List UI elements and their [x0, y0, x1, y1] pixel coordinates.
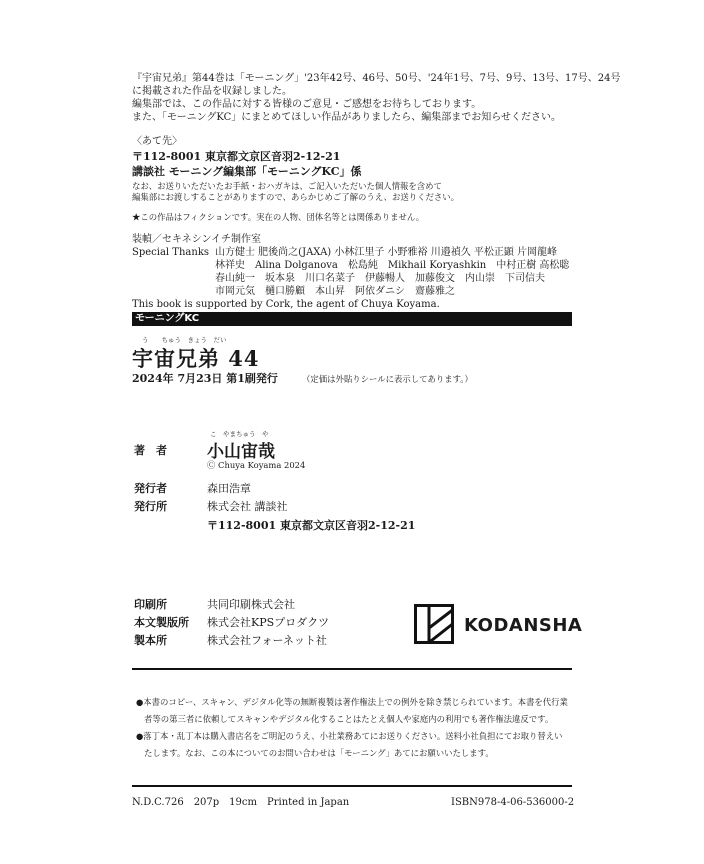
binder-label: 製本所	[134, 634, 167, 647]
title-ruby: う ちゅう きょう だい	[142, 336, 227, 344]
privacy-note-1: なお、お送りいただいたお手紙・おハガキは、ご記入いただいた個人情報を含めて	[132, 181, 442, 191]
publication-date: 2024年 7月23日 第1刷発行	[132, 372, 278, 385]
publishing-house-address: 〒112-8001 東京都文京区音羽2-12-21	[207, 519, 416, 532]
publisher-name: 森田浩章	[207, 482, 251, 495]
copy-notice-2: 者等の第三者に依頼してスキャンやデジタル化することはたとえ個人や家庭内の利用でも著作権法違反です。	[144, 714, 554, 724]
defect-notice-2: たします。なお、この本についてのお問い合わせは「モーニング」あてにお願いいたします。	[144, 748, 494, 758]
author-ruby: こ やまちゅう や	[210, 430, 269, 438]
thanks-row-2: 林祥史 Alina Dolganova 松島純 Mikhail Koryashkin 中村正樹 高松聡	[215, 260, 570, 271]
header-note-3: 編集部では、この作品に対する皆様のご意見・ご感想をお待ちしております。	[132, 99, 482, 110]
privacy-note-2: 編集部にお渡しすることがありますので、あらかじめご了解のうえ、お送りください。	[132, 192, 459, 202]
kodansha-mark-icon	[414, 604, 454, 644]
footer-top-rule	[132, 785, 572, 787]
text-plate-label: 本文製版所	[134, 616, 189, 629]
publishing-house-label: 発行所	[134, 500, 167, 513]
header-note-2: に掲載された作品を収録しました。	[132, 86, 292, 97]
address-dept: 講談社 モーニング編集部「モーニングKC」係	[132, 165, 362, 178]
binder-value: 株式会社フォーネット社	[207, 634, 327, 647]
header-note-1: 『宇宙兄弟』第44巻は「モーニング」'23年42号、46号、50号、'24年1号、7号、9号、13号、17号、24号	[132, 73, 621, 84]
fiction-note: ★この作品はフィクションです。実在の人物、団体名等とは関係ありません。	[132, 212, 425, 222]
thanks-row-4: 市岡元気 樋口勝顧 本山昇 阿依ダニシ 齋藤雅之	[215, 286, 455, 297]
ndc-info: N.D.C.726 207p 19cm Printed in Japan	[132, 797, 350, 808]
author-label: 著 者	[134, 444, 167, 457]
thanks-row-1: 山方健士 肥後尚之(JAXA) 小林江里子 小野雅裕 川邉禎久 平松正顕 片岡龍峰	[215, 247, 558, 258]
thanks-row-3: 春山純一 坂本泉 川口名菜子 伊藤暢人 加藤俊文 内山崇 下司信夫	[215, 273, 545, 284]
series-bar: モーニングKC	[132, 312, 572, 326]
address-postal: 〒112-8001 東京都文京区音羽2-12-21	[132, 150, 341, 163]
copy-notice-1: ●本書のコピー、スキャン、デジタル化等の無断複製は著作権法上での例外を除き禁じられています。本書を代行業	[136, 697, 568, 707]
design-credit: 装幀／セキネシンイチ制作室	[132, 234, 262, 245]
publishing-house-name: 株式会社 講談社	[207, 500, 288, 513]
author-name: 小山宙哉	[207, 442, 275, 462]
kodansha-logo	[414, 604, 454, 648]
price-note: （定価は外貼りシールに表示してあります。）	[302, 374, 473, 384]
publisher-label: 発行者	[134, 482, 167, 495]
text-plate-value: 株式会社KPSプロダクツ	[207, 616, 330, 629]
cork-credit: This book is supported by Cork, the agent of Chuya Koyama.	[132, 299, 440, 310]
printer-label: 印刷所	[134, 598, 167, 611]
kodansha-wordmark: KODANSHA	[464, 615, 583, 636]
legal-top-rule	[132, 668, 572, 670]
header-note-4: また、「モーニングKC」にまとめてほしい作品がありましたら、編集部までお知らせください。	[132, 112, 561, 123]
author-copyright: Ⓒ Chuya Koyama 2024	[207, 460, 306, 470]
address-heading: 〈あて先〉	[132, 136, 182, 147]
isbn: ISBN978-4-06-536000-2	[451, 797, 575, 808]
defect-notice-1: ●落丁本・乱丁本は購入書店名をご明記のうえ、小社業務あてにお送りください。送料小社負担にてお取り替えい	[136, 731, 563, 741]
special-thanks-label: Special Thanks	[132, 247, 210, 258]
book-title: 宇宙兄弟 44	[132, 346, 260, 371]
printer-value: 共同印刷株式会社	[207, 598, 295, 611]
